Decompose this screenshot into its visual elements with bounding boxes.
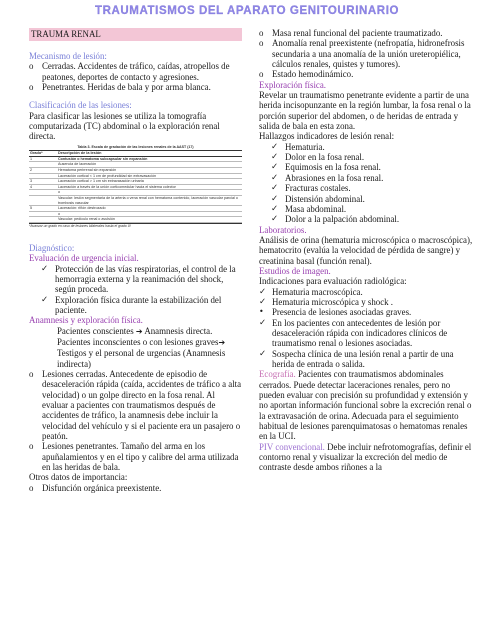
- list-item: o Lesiones cerradas. Antecedente de episodio de desaceleración rápida (caída, accidentes de tráfico a alta velocidad) o un golpe directo en la fosa renal. Al evaluar a pacientes con traumatismos después de accidentes de tráfico, la anamnesis debe incluir la velocidad del vehículo y si el paciente era un pasajero o peatón.: [29, 369, 242, 442]
- list-marker: o: [259, 38, 264, 49]
- table-cell-grade: [29, 174, 58, 179]
- table-note: *Avanzar un grado en caso de lesiones bilaterales hasta el grado III: [29, 223, 242, 229]
- table-header-grade: Grado*: [30, 150, 43, 155]
- finding-item: ✓ Hematuria.: [271, 141, 325, 152]
- list-item: o Masa renal funcional del paciente traumatizado.: [259, 28, 443, 38]
- table-cell-grade: [29, 196, 58, 205]
- table-cell-desc: Ausencia de laceración: [58, 162, 97, 167]
- list-item: ✓ Protección de las vías respiratorias, el control de la hemorragia externa y la reanimación del shock, según proceda.: [41, 263, 236, 295]
- urgency-heading: Evaluación de urgencia inicial.: [29, 253, 139, 264]
- check-icon: ✓: [271, 162, 279, 173]
- check-icon: ✓: [259, 296, 267, 307]
- check-icon: ✓: [271, 193, 279, 204]
- table-row: [29, 196, 242, 206]
- table-cell-grade: 3: [30, 179, 33, 184]
- finding-item: ✓ Equimosis en la fosa renal.: [271, 162, 381, 173]
- list-marker: o: [29, 61, 34, 72]
- list-marker: o: [259, 28, 264, 38]
- table-header-desc: Descripción de la lesión: [58, 150, 102, 155]
- diagnosis-heading: Diagnóstico:: [29, 242, 75, 253]
- table-cell-desc: Laceración cortical < 1 cm de profundidad sin extravasación: [58, 173, 157, 178]
- list-item: o Estado hemodinámico.: [259, 69, 354, 80]
- finding-item: ✓ Distensión abdominal.: [271, 193, 365, 204]
- bullet-icon: •: [259, 307, 264, 317]
- findings-heading: Hallazgos indicadores de lesión renal:: [259, 131, 395, 142]
- check-icon: ✓: [41, 294, 49, 305]
- check-icon: ✓: [271, 141, 279, 152]
- section-banner: TRAUMA RENAL: [29, 28, 242, 41]
- check-icon: ✓: [41, 263, 49, 274]
- lab-heading: Laboratorios.: [259, 224, 307, 235]
- table-cell-desc: Laceración: riñón destrozado: [58, 206, 106, 211]
- imaging-item: ✓ Hematuria macroscópica.: [259, 286, 363, 297]
- list-marker: o: [29, 369, 34, 379]
- grading-table: [29, 145, 242, 229]
- imaging-item: ✓ Hematuria microscópica y shock .: [259, 296, 394, 307]
- imaging-item: • Presencia de lesiones asociadas graves.: [259, 307, 412, 318]
- right-arrow-icon: ➔: [218, 337, 226, 347]
- echo-paragraph: Ecografía. Pacientes con traumatismos abdominales cerrados. Puede detectar laceraciones renales, pero no pueden evaluar con precisión su profundidad y extensión y no aportan información funcional sobre la excreción renal o la extravasación de orina. Adecuada para el seguimiento habitual de lesiones parenquimatosas o hematomas renales en la UCI.: [259, 369, 472, 442]
- physical-text: Revelar un traumatismo penetrante evidente a partir de una herida incisopunzante en la región lumbar, la fosa renal o la porción superior del abdomen, o de heridas de entrada y salida de bala en esta zona.: [259, 90, 471, 132]
- check-icon: ✓: [271, 152, 279, 163]
- finding-item: ✓ Dolor a la palpación abdominal.: [271, 214, 400, 225]
- left-column: [29, 28, 242, 493]
- table-cell-grade: 5: [30, 206, 33, 211]
- list-marker: o: [29, 482, 34, 493]
- list-item: o Cerradas. Accidentes de tráfico, caídas, atropellos de peatones, deportes de contacto y agresiones.: [29, 61, 230, 82]
- table-cell-grade: [29, 162, 58, 167]
- list-item: o Penetrantes. Heridas de bala y por arma blanca.: [29, 82, 211, 93]
- right-column: [259, 28, 475, 473]
- echo-label: Ecografía.: [259, 369, 296, 380]
- table-cell-grade: 2: [30, 167, 33, 172]
- finding-item: ✓ Fracturas costales.: [271, 183, 351, 194]
- piv-label: PIV convencional.: [259, 441, 325, 452]
- table-cell-desc: Vascular: lesión segmentaria de la arteria o vena renal con hematoma contenido, laceración vascular parcial o trombosis vascular: [58, 195, 238, 205]
- table-cell-desc: Laceración a través de la unión corticomedular hacia el sistema colector: [58, 184, 176, 189]
- unconscious-patients: Pacientes inconscientes o con lesiones graves➔ Testigos y el personal de urgencias (Anamnesis indirecta): [57, 336, 226, 369]
- anamnesis-heading: Anamnesis y exploración física.: [29, 315, 143, 326]
- check-icon: ✓: [259, 286, 267, 297]
- page-title: TRAUMATISMOS DEL APARATO GENITOURINARIO: [94, 5, 400, 17]
- imaging-text: Indicaciones para evaluación radiológica:: [259, 276, 407, 287]
- check-icon: ✓: [271, 203, 279, 214]
- table-cell-grade: 1: [30, 156, 33, 161]
- list-item: o Disfunción orgánica preexistente.: [29, 482, 162, 493]
- table-caption: Tabla 3. Escala de gradación de las lesiones renales de la AAST (17): [77, 144, 194, 149]
- table-cell-desc: Vascular: pedículo renal o avulsión: [58, 217, 115, 222]
- table-cell-desc: o: [58, 190, 61, 195]
- finding-item: ✓ Masa abdominal.: [271, 203, 347, 214]
- check-icon: ✓: [271, 214, 279, 225]
- piv-paragraph: PIV convencional. Debe incluir nefrotomografías, definir el contorno renal y visualizar la excreción del medio de contraste desde ambos riñones a la: [259, 441, 472, 473]
- list-marker: o: [29, 82, 34, 93]
- other-data-label: Otros datos de importancia:: [29, 472, 128, 483]
- table-cell-desc: o: [58, 211, 61, 216]
- table-cell-desc: Hematoma perirrenal sin expansión: [58, 167, 117, 172]
- conscious-patients: Pacientes conscientes ➔ Anamnesis directa.: [57, 325, 213, 336]
- list-item: o Lesiones penetrantes. Tamaño del arma en los apuñalamientos y en el tipo y calibre del arma utilizada en las heridas de bala.: [29, 441, 239, 473]
- check-icon: ✓: [259, 317, 267, 328]
- list-item: ✓ Exploración física durante la estabilización del paciente.: [41, 294, 222, 315]
- lab-text: Análisis de orina (hematuria microscópica o macroscópica), hematocrito (evalúa la velocidad de pérdida de sangre) y creatinina basal (función renal).: [259, 234, 473, 266]
- list-marker: o: [29, 441, 34, 452]
- table-cell-grade: [29, 217, 58, 222]
- table-cell-desc: Contusión o hematoma subcapsular sin expansión: [58, 156, 148, 161]
- right-arrow-icon: ➔: [135, 326, 143, 336]
- imaging-item: ✓ En los pacientes con antecedentes de lesión por desaceleración rápida con indicadores clínicos de traumatismo renal o lesiones asociadas.: [259, 317, 448, 349]
- classification-text: Para clasificar las lesiones se utiliza la tomografía computarizada (TC) abdominal o la exploración renal directa.: [29, 110, 220, 142]
- table-cell-grade: [29, 190, 58, 195]
- imaging-item: ✓ Sospecha clínica de una lesión renal a partir de una herida de entrada o salida.: [259, 348, 454, 369]
- classification-heading: Clasificación de las lesiones:: [29, 100, 132, 111]
- table-cell-desc: Laceración cortical > 1 cm sin extravasación urinaria: [58, 179, 144, 184]
- imaging-heading: Estudios de imagen.: [259, 265, 331, 276]
- finding-item: ✓ Dolor en la fosa renal.: [271, 152, 365, 163]
- list-marker: o: [259, 69, 264, 80]
- table-header: [29, 150, 242, 157]
- check-icon: ✓: [271, 183, 279, 194]
- check-icon: ✓: [259, 348, 267, 359]
- check-icon: ✓: [271, 172, 279, 183]
- physical-heading: Exploración física.: [259, 79, 327, 90]
- table-cell-grade: [29, 212, 58, 217]
- mechanism-heading: Mecanismo de lesión:: [29, 51, 107, 61]
- finding-item: ✓ Abrasiones en la fosa renal.: [271, 172, 384, 183]
- list-item: o Anomalía renal preexistente (nefropatía, hidronefrosis secundaria a una anomalía de la unión ureteropiélica, cálculos renales, quistes y tumores).: [259, 38, 465, 70]
- table-cell-grade: 4: [30, 184, 33, 189]
